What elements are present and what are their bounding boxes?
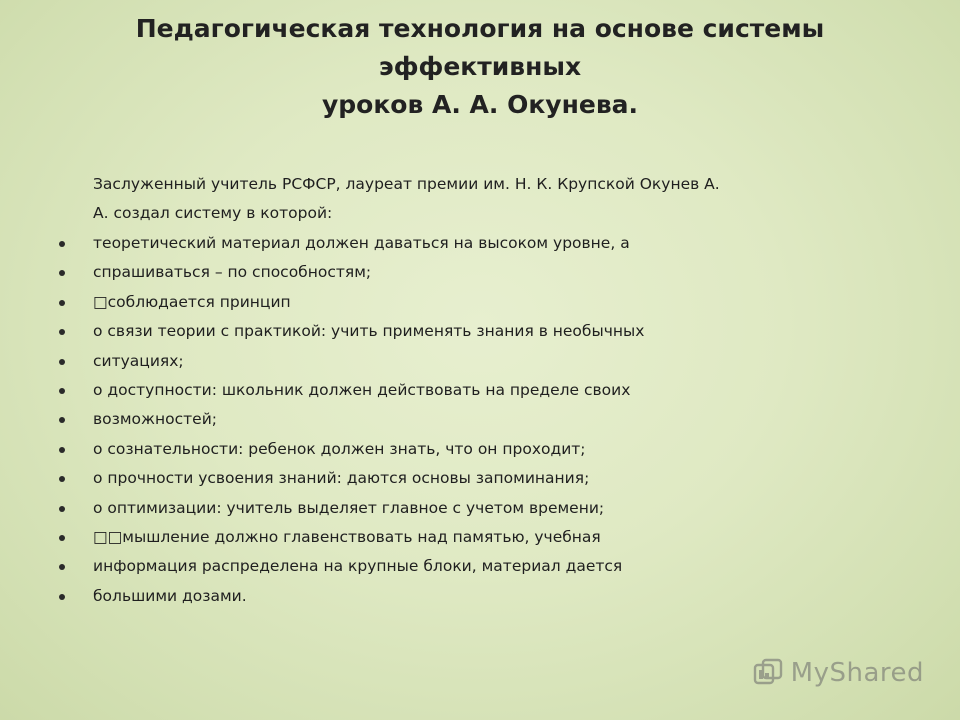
bullet-item	[55, 464, 875, 493]
title-line-1: Педагогическая технология на основе системы	[135, 14, 825, 43]
bullet-item	[55, 405, 875, 434]
intro-line-2: А. создал систему в которой:	[93, 204, 333, 222]
bullet-text: информация распределена на крупные блоки, материал дается	[93, 557, 623, 576]
bullet-dot-icon	[59, 300, 65, 306]
bullet-dot-icon	[59, 476, 65, 482]
bullet-item	[55, 317, 875, 346]
title-line-2: эффективных	[378, 52, 582, 81]
bullet-text: теоретический материал должен даваться на высоком уровне, а	[93, 234, 630, 252]
bullet-item	[55, 582, 875, 611]
bullet-dot-icon	[59, 329, 65, 335]
watermark-text: MyShared	[790, 658, 924, 688]
bullet-item	[55, 494, 875, 523]
bullet-dot-icon	[59, 447, 65, 453]
myshared-logo-icon	[753, 657, 785, 689]
bullet-text: о доступности: школьник должен действовать на пределе своих	[93, 380, 631, 399]
bullet-list	[55, 229, 875, 611]
myshared-watermark	[753, 656, 924, 690]
bullet-dot-icon	[59, 594, 65, 600]
bullet-text: спрашиваться – по способностям;	[93, 263, 372, 282]
bullet-dot-icon	[59, 359, 65, 365]
bullet-dot-icon	[59, 388, 65, 394]
bullet-dot-icon	[59, 417, 65, 423]
bullet-text: большими дозами.	[93, 586, 247, 605]
bullet-dot-icon	[59, 535, 65, 541]
bullet-text: □соблюдается принцип	[93, 292, 291, 311]
bullet-text: ситуациях;	[93, 351, 184, 370]
bullet-item	[55, 258, 875, 287]
bullet-item	[55, 347, 875, 376]
title-line-3: уроков А. А. Окунева.	[321, 90, 639, 119]
bullet-item	[55, 229, 875, 258]
bullet-item	[55, 435, 875, 464]
bullet-text: возможностей;	[93, 410, 217, 429]
bullet-text: о прочности усвоения знаний: даются основы запоминания;	[93, 469, 590, 488]
bullet-dot-icon	[59, 506, 65, 512]
intro-paragraph	[93, 170, 853, 228]
bullet-text: о сознательности: ребенок должен знать, что он проходит;	[93, 439, 586, 458]
intro-line-1: Заслуженный учитель РСФСР, лауреат премии им. Н. К. Крупской Окунев А.	[93, 175, 720, 193]
bullet-dot-icon	[59, 241, 65, 247]
bullet-item	[55, 552, 875, 581]
bullet-dot-icon	[59, 270, 65, 276]
slide-title	[60, 10, 900, 124]
bullet-item	[55, 376, 875, 405]
bullet-item	[55, 523, 875, 552]
bullet-text: □□мышление должно главенствовать над памятью, учебная	[93, 527, 601, 546]
bullet-text: о оптимизации: учитель выделяет главное с учетом времени;	[93, 498, 605, 517]
bullet-dot-icon	[59, 564, 65, 570]
bullet-text: о связи теории с практикой: учить применять знания в необычных	[93, 322, 645, 341]
bullet-item	[55, 288, 875, 317]
